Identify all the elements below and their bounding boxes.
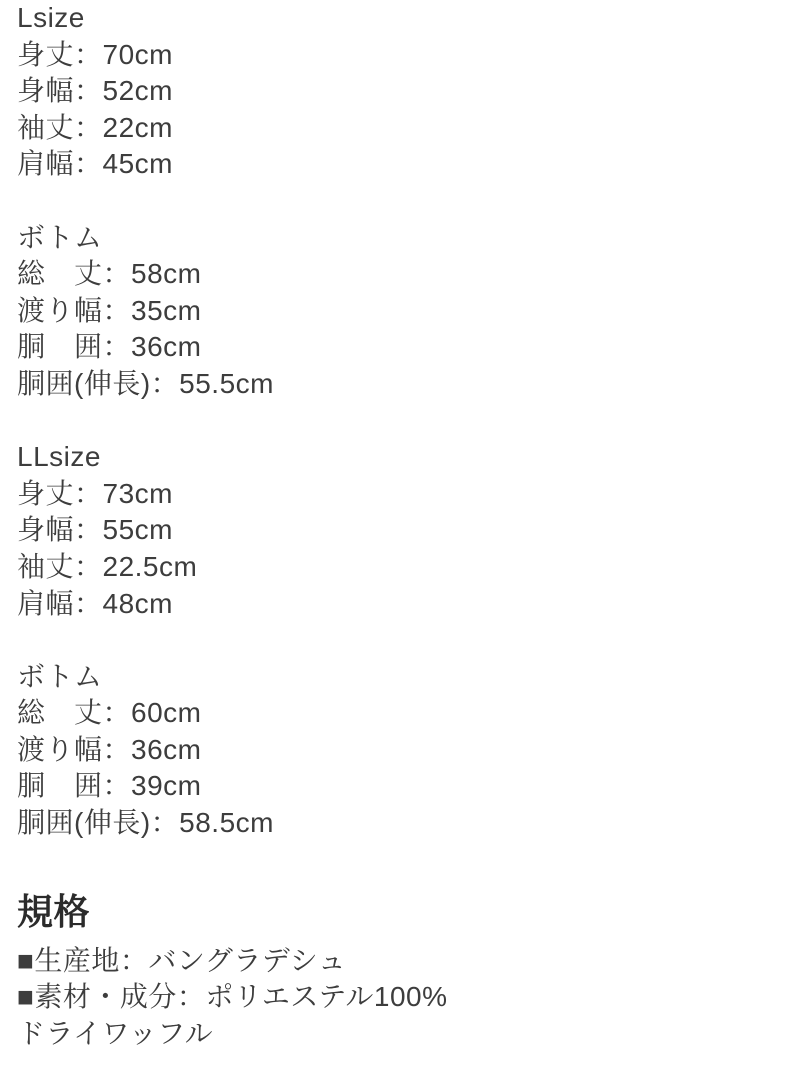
measurement-line: 胴囲(伸長)：55.5cm: [17, 367, 274, 399]
spec-line-material: ■素材・成分：ポリエステル100%: [17, 981, 448, 1013]
size-section-bottom-l: [17, 220, 799, 403]
measurement-line: 総 丈：58cm: [17, 258, 202, 290]
measurement-line: 身丈：73cm: [17, 477, 173, 509]
measurement-line: 総 丈：60cm: [17, 697, 202, 729]
measurement-line: 身丈：70cm: [17, 38, 173, 70]
measurement-line: 袖丈：22cm: [17, 111, 173, 143]
size-section-title: ボトム: [17, 660, 103, 692]
size-section-lsize: [17, 0, 799, 183]
measurement-line: 肩幅：45cm: [17, 148, 173, 180]
spec-line-fabric: ドライワッフル: [17, 1017, 214, 1049]
section-spacer: [17, 403, 799, 440]
size-section-bottom-ll: [17, 659, 799, 842]
size-section-title: LLsize: [17, 441, 101, 473]
measurement-line: 胴 囲：39cm: [17, 770, 202, 802]
section-spacer: [17, 183, 799, 220]
spec-section: [17, 943, 799, 1053]
measurement-line: 渡り幅：36cm: [17, 733, 202, 765]
measurement-line: 肩幅：48cm: [17, 587, 173, 619]
measurement-line: 渡り幅：35cm: [17, 294, 202, 326]
measurement-line: 胴囲(伸長)：58.5cm: [17, 807, 274, 839]
size-section-llsize: [17, 439, 799, 622]
spec-heading: 規格: [17, 890, 91, 932]
measurement-line: 身幅：55cm: [17, 514, 173, 546]
measurement-line: 胴 囲：36cm: [17, 331, 202, 363]
spec-line-origin: ■生産地：バングラデシュ: [17, 944, 347, 976]
measurement-line: 身幅：52cm: [17, 75, 173, 107]
size-section-title: ボトム: [17, 221, 103, 253]
size-section-title: Lsize: [17, 2, 85, 33]
measurement-line: 袖丈：22.5cm: [17, 550, 198, 582]
section-spacer: [17, 622, 799, 659]
